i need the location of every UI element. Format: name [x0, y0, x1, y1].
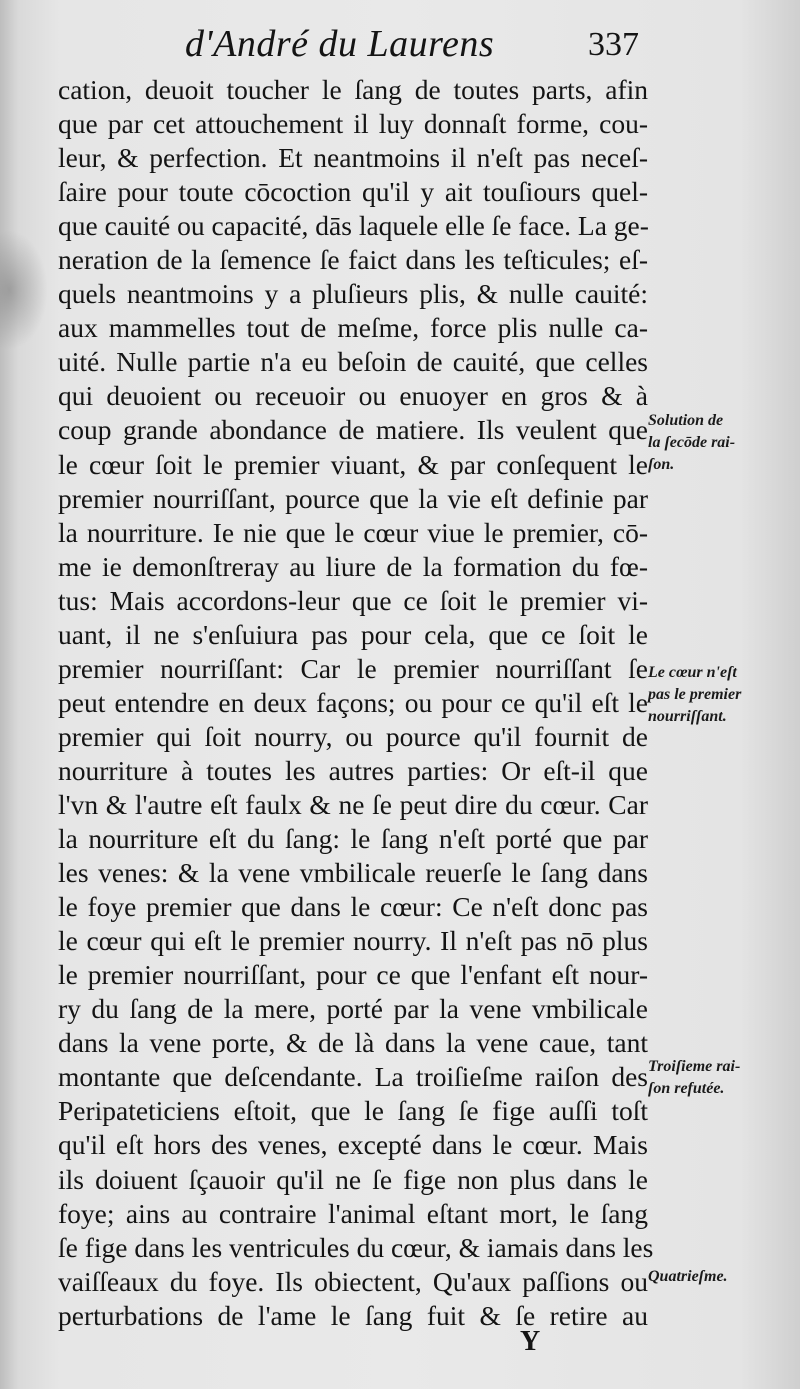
marginal-line: la ſecōde rai- [648, 434, 736, 451]
marginal-line: Solution de [648, 412, 724, 429]
text-line: la nourriture. Ie nie que le cœur viue le premier, cō- [58, 516, 648, 548]
page-header [0, 22, 800, 72]
text-line: nourriture à toutes les autres parties: Or eſt-il que [58, 754, 648, 786]
page-number: 337 [588, 26, 639, 63]
text-line: premier qui ſoit nourry, ou pource qu'il fournit de [58, 720, 648, 752]
text-line: leur, & perfection. Et neantmoins il n'eſt pas neceſ- [58, 142, 648, 174]
text-line: vaiſſeaux du foye. Ils obiectent, Qu'aux paſſions ou [58, 1265, 648, 1297]
text-line: me ie demonſtreray au liure de la formation du fœ- [58, 550, 648, 582]
marginal-line: Le cœur n'eſt [648, 664, 737, 681]
marginal-note-troisieme [648, 1056, 796, 1100]
marginal-note-coeur [648, 662, 796, 728]
marginal-line: Troiſieme rai- [648, 1058, 741, 1075]
text-line: l'vn & l'autre eſt faulx & ne ſe peut dire du cœur. Car [58, 788, 648, 820]
text-line: tus: Mais accordons-leur que ce ſoit le premier vi- [58, 584, 648, 616]
text-line: neration de la ſemence ſe faict dans les teſticules; eſ- [58, 244, 648, 276]
marginal-line: pas le premier [648, 686, 742, 703]
text-line: ſe fige dans les ventricules du cœur, & iamais dans les [58, 1231, 654, 1263]
text-line: foye; ains au contraire l'animal eſtant mort, le ſang [58, 1197, 648, 1229]
text-line: montante que deſcendante. La troiſieſme raiſon des [58, 1061, 648, 1093]
text-line: perturbations de l'ame le ſang fuit & ſe retire au [58, 1299, 648, 1331]
text-line: les venes: & la vene vmbilicale reuerſe le ſang dans [58, 857, 648, 889]
marginal-line: nourriſſant. [648, 708, 727, 725]
marginal-line: ſon refutée. [648, 1080, 725, 1097]
text-line: premier nourriſſant, pource que la vie eſt definie par [58, 482, 648, 514]
text-line: dans la vene porte, & de là dans la vene caue, tant [58, 1027, 648, 1059]
text-line: premier nourriſſant: Car le premier nourriſſant ſe [58, 652, 648, 684]
text-line: peut entendre en deux façons; ou pour ce qu'il eſt le [58, 686, 648, 718]
running-title: d'André du Laurens [185, 23, 495, 65]
text-line: qui deuoient ou receuoir ou enuoyer en gros & à [58, 380, 648, 412]
text-line: que par cet attouchement il luy donnaſt forme, cou- [58, 108, 648, 140]
marginal-line: ſon. [648, 456, 675, 473]
text-line: ils doiuent ſçauoir qu'il ne ſe fige non plus dans le [58, 1163, 648, 1195]
text-line: le cœur qui eſt le premier nourry. Il n'eſt pas nō plus [58, 925, 648, 957]
text-line: ry du ſang de la mere, porté par la vene vmbilicale [58, 993, 648, 1025]
text-line: le premier nourriſſant, pour ce que l'enfant eſt nour- [58, 959, 648, 991]
text-line: quels neantmoins y a pluſieurs plis, & nulle cauité: [58, 278, 648, 310]
text-line: uité. Nulle partie n'a eu beſoin de cauité, que celles [58, 346, 648, 378]
marginal-note-quatrieme [648, 1266, 796, 1288]
text-line: uant, il ne s'enſuiura pas pour cela, que ce ſoit le [58, 618, 648, 650]
text-line: ſaire pour toute cōcoction qu'il y ait touſiours quel- [58, 176, 648, 208]
signature-mark: Y [520, 1326, 541, 1357]
text-line: que cauité ou capacité, dās laquele elle ſe face. La ge- [58, 210, 649, 242]
text-line: qu'il eſt hors des venes, excepté dans le cœur. Mais [58, 1129, 648, 1161]
text-line: la nourriture eſt du ſang: le ſang n'eſt porté que par [58, 823, 648, 855]
body-text [58, 73, 654, 1333]
text-line: cation, deuoit toucher le ſang de toutes parts, afin [58, 74, 648, 105]
text-line: le foye premier que dans le cœur: Ce n'eſt donc pas [58, 891, 648, 923]
text-line: le cœur ſoit le premier viuant, & par conſequent le [58, 448, 648, 480]
marginal-note-solution [648, 410, 796, 476]
text-line: coup grande abondance de matiere. Ils veulent que [58, 414, 648, 446]
text-line: Peripateticiens eſtoit, que le ſang ſe fige auſſi toſt [58, 1095, 648, 1127]
marginal-line: Quatrieſme. [648, 1268, 728, 1285]
text-line: aux mammelles tout de meſme, force plis nulle ca- [58, 312, 648, 344]
page-stain [0, 230, 48, 350]
